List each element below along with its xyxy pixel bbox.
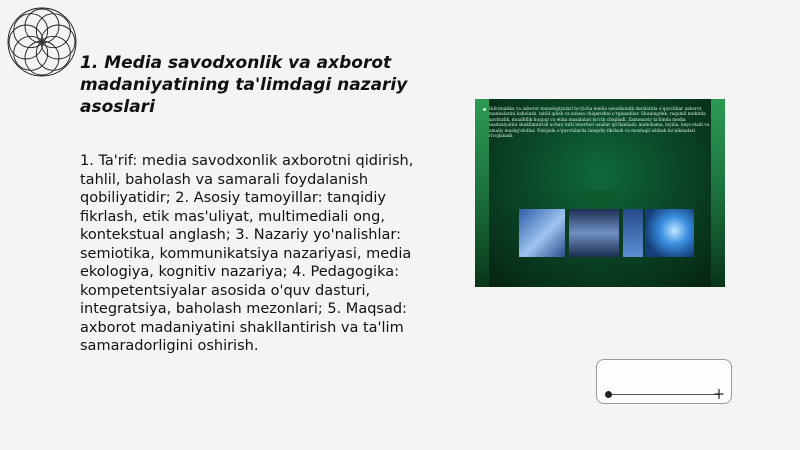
media-slider-control[interactable] <box>596 359 732 404</box>
thumbnail-arrow <box>575 191 623 211</box>
slide-thumbnail-image <box>475 99 725 287</box>
thumbnail-picture-screen <box>623 209 643 257</box>
thumbnail-bullet <box>483 108 486 111</box>
slide-body-text: 1. Ta'rif: media savodxonlik axborotni qidirish, tahlil, baholash va samarali foydalanish qobiliyatidir; 2. Asosiy tamoyillar: tanqidiy fikrlash, etik mas'uliyat, multimediali ong, kontekstual anglash; 3. Nazariy yo'nalishlar: semiotika, kommunikatsiya nazariyasi, media ekologiya, kognitiv nazariya; 4. Pedagogika: kompetentsiyalar asosida o'quv dasturi, integratsiya, baholash mezonlari; 5. Maqsad: axborot madaniyatini shakllantirish va ta'lim samaradorligini oshirish. <box>80 153 414 354</box>
slider-knob-icon[interactable] <box>605 391 612 398</box>
thumbnail-pictures <box>519 209 694 257</box>
thumbnail-picture-devices <box>569 209 619 257</box>
logo-circles-icon <box>4 4 80 80</box>
thumbnail-text: Informatika va axborot texnologiyalari bo'yicha media savodxonlik darslarida o'quvchilar axborot manbalarini baholash, tahlil qilish va xulosa chiqarishni o'rganadilar. Shuningdek, raqamli muhitda xavfsizlik, mualliflik huquqi va etika masalalari ko'rib chiqiladi. Zamonaviy ta'limda media madaniyatini shakllantirish uchun turli interfaol usullar qo'llaniladi: muhokama, loyiha, keys-stadi va amaliy mashg'ulotlar. Natijada o'quvchilarda tanqidiy fikrlash va mustaqil ishlash ko'nikmalari rivojlanadi. <box>489 107 710 140</box>
thumbnail-picture-globe <box>645 209 694 257</box>
slider-track[interactable] <box>608 394 720 395</box>
thumbnail-picture-hand <box>519 209 565 257</box>
plus-icon[interactable] <box>714 387 724 401</box>
slide-title: 1. Media savodxonlik va axborot madaniyatining ta'limdagi nazariy asoslari <box>80 53 408 117</box>
